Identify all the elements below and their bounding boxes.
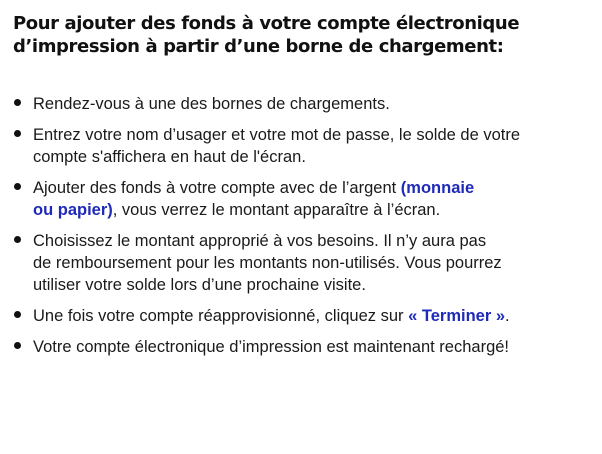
bullet-icon (14, 311, 21, 318)
step-text: utiliser votre solde lors d’une prochaine visite. (33, 276, 366, 294)
bullet-icon (14, 99, 21, 106)
bullet-icon (14, 183, 21, 190)
step-text: Votre compte électronique d’impression est maintenant rechargé! (33, 338, 510, 356)
page-title-line-1: Pour ajouter des fonds à votre compte électronique (13, 13, 520, 34)
step-text: Ajouter des fonds à votre compte avec de l’argent (33, 179, 401, 197)
page-title (13, 12, 592, 58)
step-text-line (33, 199, 593, 221)
step-text: compte s'affichera en haut de l'écran. (33, 148, 306, 166)
step-text-suffix: . (505, 307, 510, 325)
bullet-icon (14, 236, 21, 243)
step-text-line (33, 305, 593, 327)
page-title-line-2: d’impression à partir d’une borne de chargement: (13, 36, 504, 57)
terminer-highlight: « Terminer » (408, 307, 506, 325)
step-item-1 (13, 93, 593, 115)
step-text: , vous verrez le montant apparaître à l’écran. (112, 201, 441, 219)
highlight-text: (monnaie (400, 179, 475, 197)
step-text: Une fois votre compte réapprovisionné, cliquez sur (33, 307, 409, 325)
step-item-2 (13, 124, 593, 168)
step-text-line (33, 177, 593, 199)
step-text: Entrez votre nom d’usager et votre mot de passe, le solde de votre (33, 126, 521, 144)
step-text: Choisissez le montant approprié à vos besoins. Il n’y aura pas (33, 232, 487, 250)
highlight-text: ou papier) (33, 201, 113, 219)
step-item-6 (13, 336, 593, 358)
bullet-icon (14, 342, 21, 349)
bullet-icon (14, 130, 21, 137)
step-text: Rendez-vous à une des bornes de chargements. (33, 95, 390, 113)
step-item-4 (13, 230, 593, 296)
step-text: de remboursement pour les montants non-utilisés. Vous pourrez (33, 254, 502, 272)
step-item-3 (13, 177, 593, 221)
steps-list (13, 93, 593, 367)
step-item-5 (13, 305, 593, 327)
